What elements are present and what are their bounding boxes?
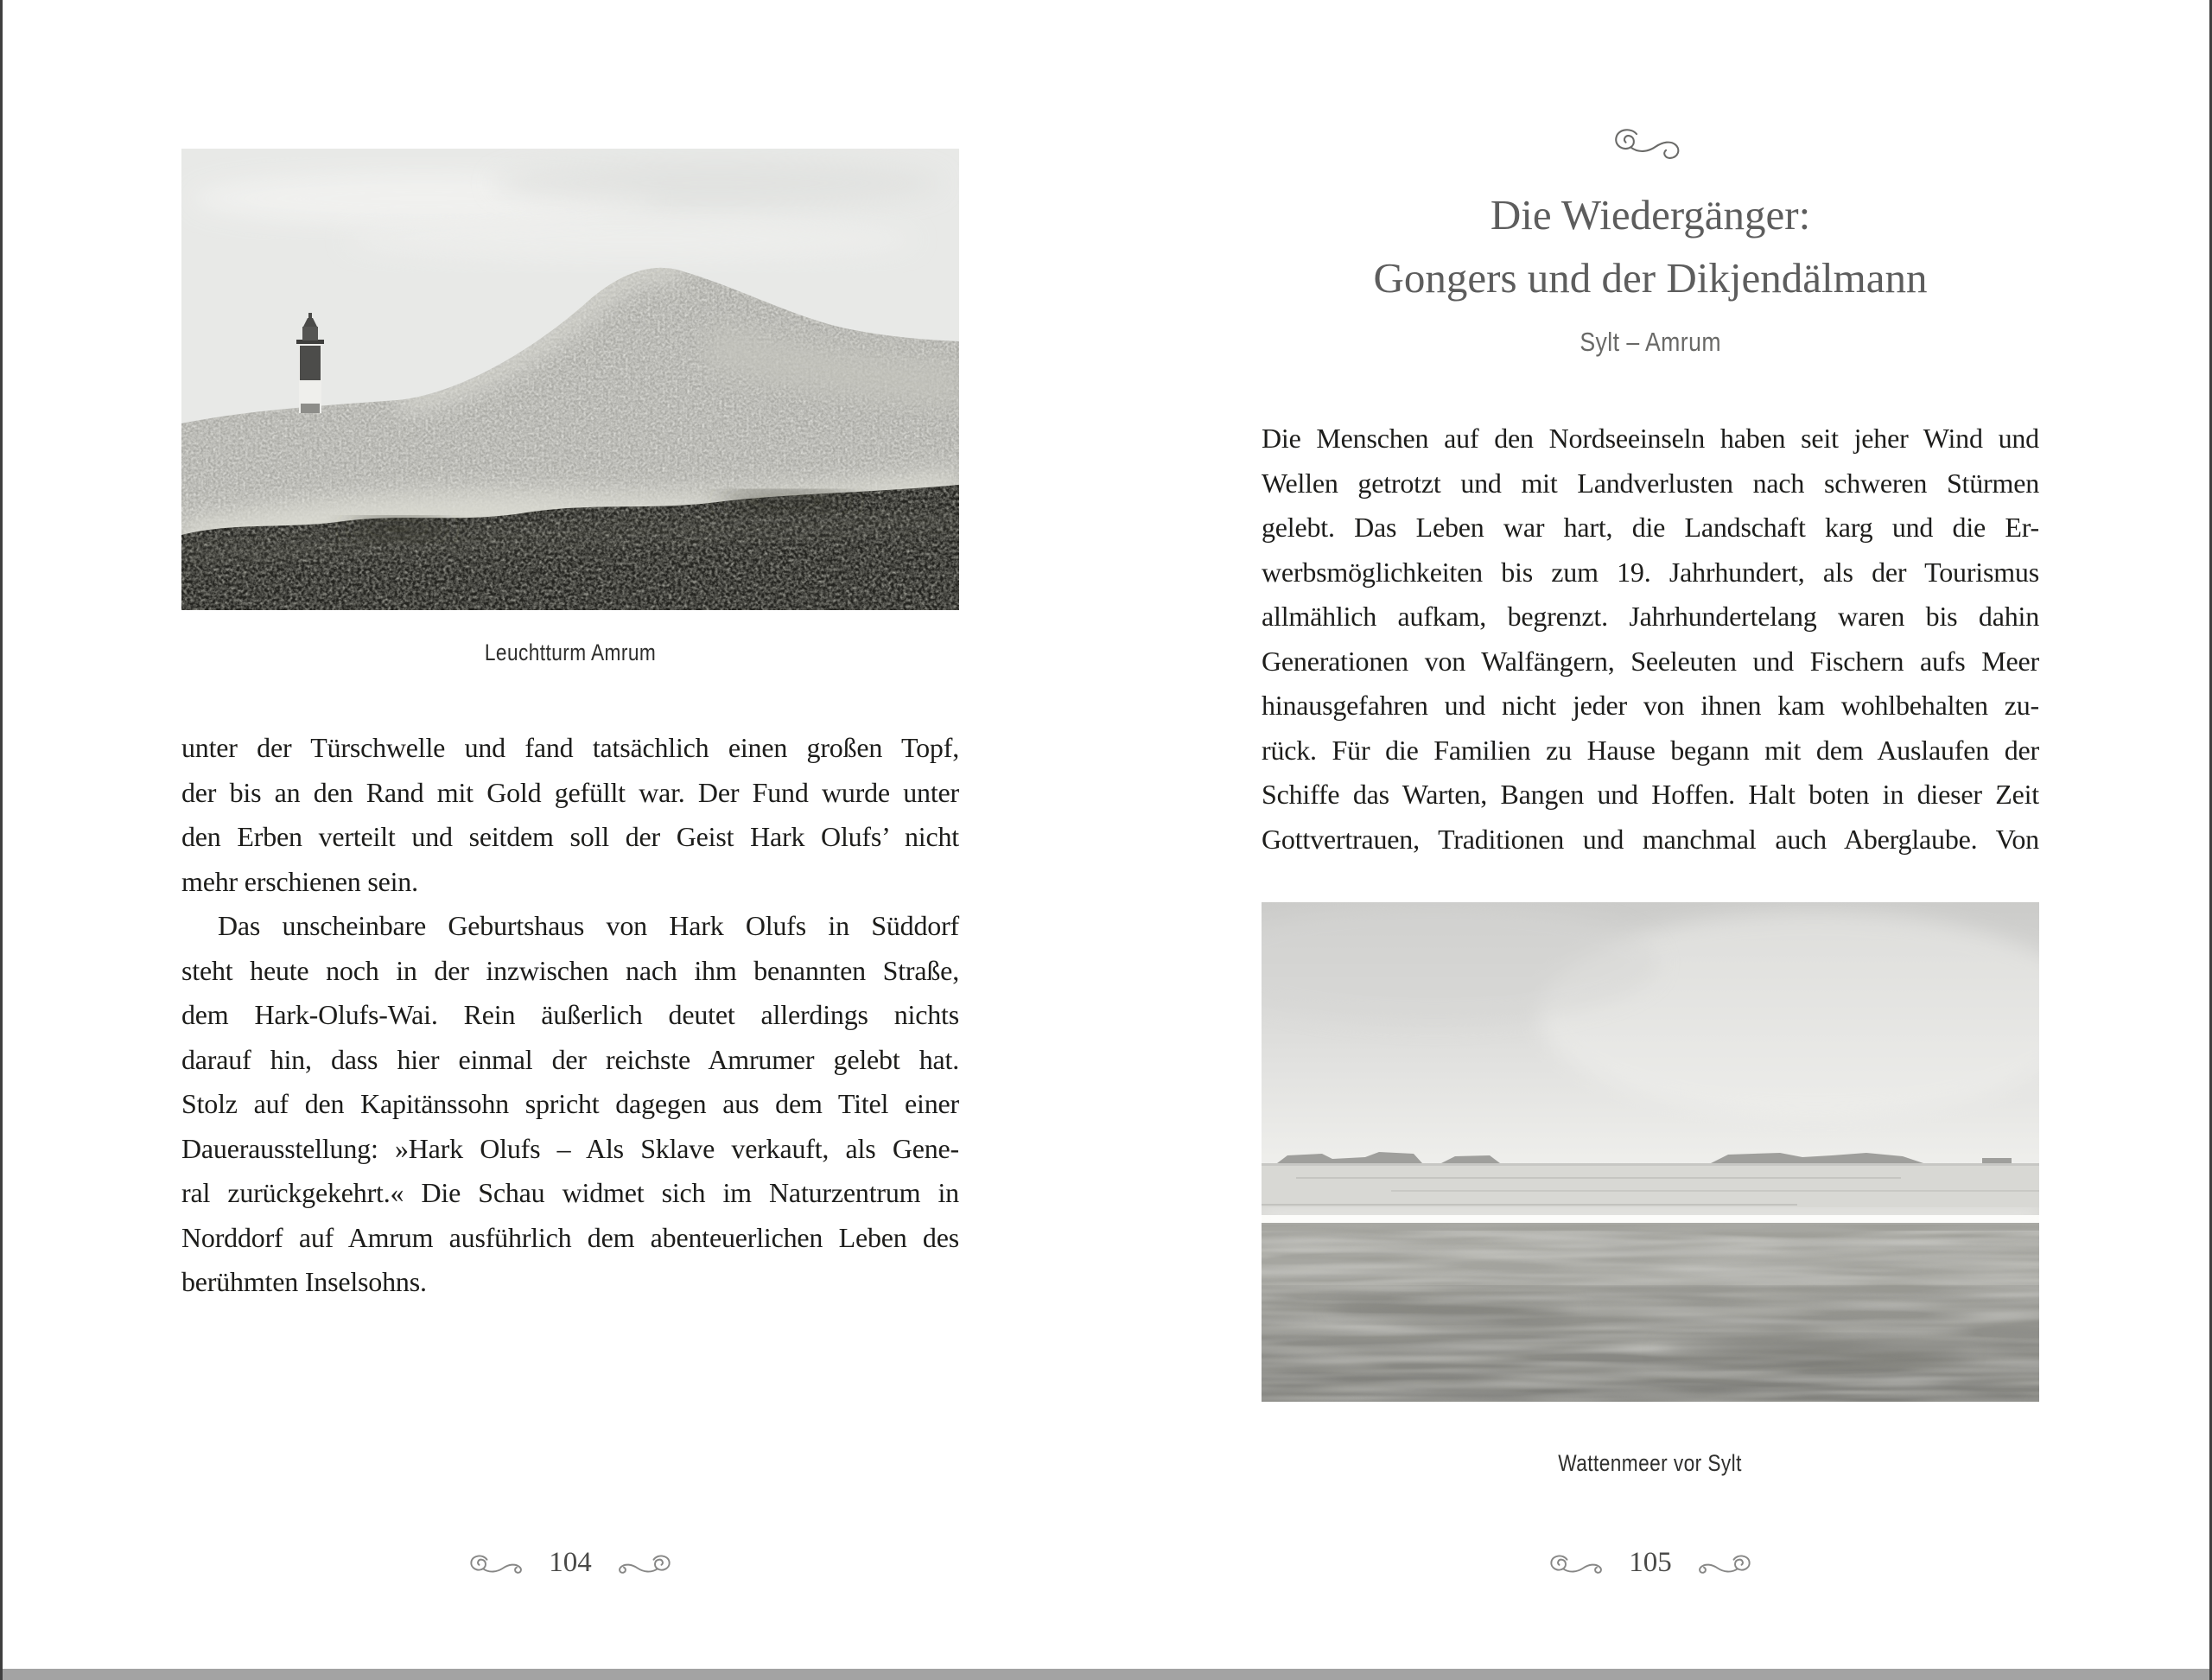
page-edge-left [0, 0, 3, 1680]
chapter-subtitle-text: Sylt – Amrum [1580, 327, 1721, 357]
wadden-sea-photo-art [1262, 902, 2039, 1402]
text-line: Das unscheinbare Geburtshaus von Hark Olufs in Süddorf [218, 910, 959, 941]
text-line: gelebt. Das Leben war hart, die Landschaft karg und die Er- [1262, 512, 2039, 543]
chapter-title [1218, 183, 2082, 309]
chapter-subtitle [1262, 327, 2039, 358]
text-line: Stolz auf den Kapitänssohn spricht dagegen aus dem Titel einer [181, 1088, 959, 1119]
page-footer-left [181, 1543, 959, 1581]
page-footer-right [1262, 1543, 2039, 1581]
text-line: den Erben verteilt und seitdem soll der Geist Hark Olufs’ nicht [181, 821, 959, 852]
text-line: allmählich aufkam, begrenzt. Jahrhundertelang waren bis dahin [1262, 601, 2039, 632]
text-line: Die Menschen auf den Nordseeinseln haben seit jeher Wind und [1262, 423, 2039, 454]
text-line: darauf hin, dass hier einmal der reichste Amrumer gelebt hat. [181, 1043, 959, 1075]
text-line: dem Hark-Olufs-Wai. Rein äußerlich deutet allerdings nichts [181, 999, 959, 1030]
photo-caption-left [181, 640, 959, 666]
flourish-left-icon [467, 1551, 535, 1575]
chapter-title-line1: Die Wiedergänger: [1490, 191, 1811, 239]
photo-caption-right [1262, 1450, 2039, 1477]
flourish-right-icon [1686, 1551, 1753, 1575]
page-number: 104 [549, 1546, 592, 1578]
photo-caption-right-text: Wattenmeer vor Sylt [1558, 1450, 1743, 1476]
text-line: ral zurückgekehrt.« Die Schau widmet sich im Naturzentrum in [181, 1177, 959, 1208]
chapter-title-line2: Gongers und der Dikjendälmann [1373, 254, 1928, 302]
text-line: Dauerausstellung: »Hark Olufs – Als Sklave verkauft, als Gene- [181, 1132, 959, 1164]
swirl-ornament-icon [1608, 124, 1693, 162]
body-text-left [181, 726, 959, 1305]
text-line: der bis an den Rand mit Gold gefüllt war. Der Fund wurde unter [181, 776, 959, 808]
text-line: werbsmöglichkeiten bis zum 19. Jahrhundert, als der Tourismus [1262, 556, 2039, 588]
text-line: hinausgefahren und nicht jeder von ihnen kam wohlbehalten zu- [1262, 690, 2039, 721]
text-line: Schiffe das Warten, Bangen und Hoffen. Halt boten in dieser Zeit [1262, 779, 2039, 810]
text-line: Wellen getrotzt und mit Landverlusten nach schweren Stürmen [1262, 467, 2039, 499]
text-line: unter der Türschwelle und fand tatsächlich einen großen Topf, [181, 732, 959, 763]
flourish-right-icon [606, 1551, 673, 1575]
photo-caption-left-text: Leuchtturm Amrum [484, 640, 657, 665]
text-line: Gottvertrauen, Traditionen und manchmal auch Aberglaube. Von [1262, 823, 2039, 855]
lighthouse-photo [181, 149, 959, 610]
text-line: rück. Für die Familien zu Hause begann mit dem Auslaufen der [1262, 734, 2039, 766]
chapter-ornament [1262, 124, 2039, 166]
page-bottom-bar [0, 1669, 2212, 1680]
text-line: berühmten Inselsohns. [181, 1266, 427, 1297]
lighthouse-photo-art [181, 149, 959, 610]
page-number: 105 [1629, 1546, 1672, 1578]
text-line: Norddorf auf Amrum ausführlich dem abenteuerlichen Leben des [181, 1221, 959, 1253]
text-line: mehr erschienen sein. [181, 865, 418, 897]
flourish-left-icon [1548, 1551, 1615, 1575]
wadden-sea-photo [1262, 902, 2039, 1402]
text-line: Generationen von Walfängern, Seeleuten und Fischern aufs Meer [1262, 645, 2039, 677]
body-text-right [1262, 417, 2039, 862]
text-line: steht heute noch in der inzwischen nach ihm benannten Straße, [181, 954, 959, 986]
